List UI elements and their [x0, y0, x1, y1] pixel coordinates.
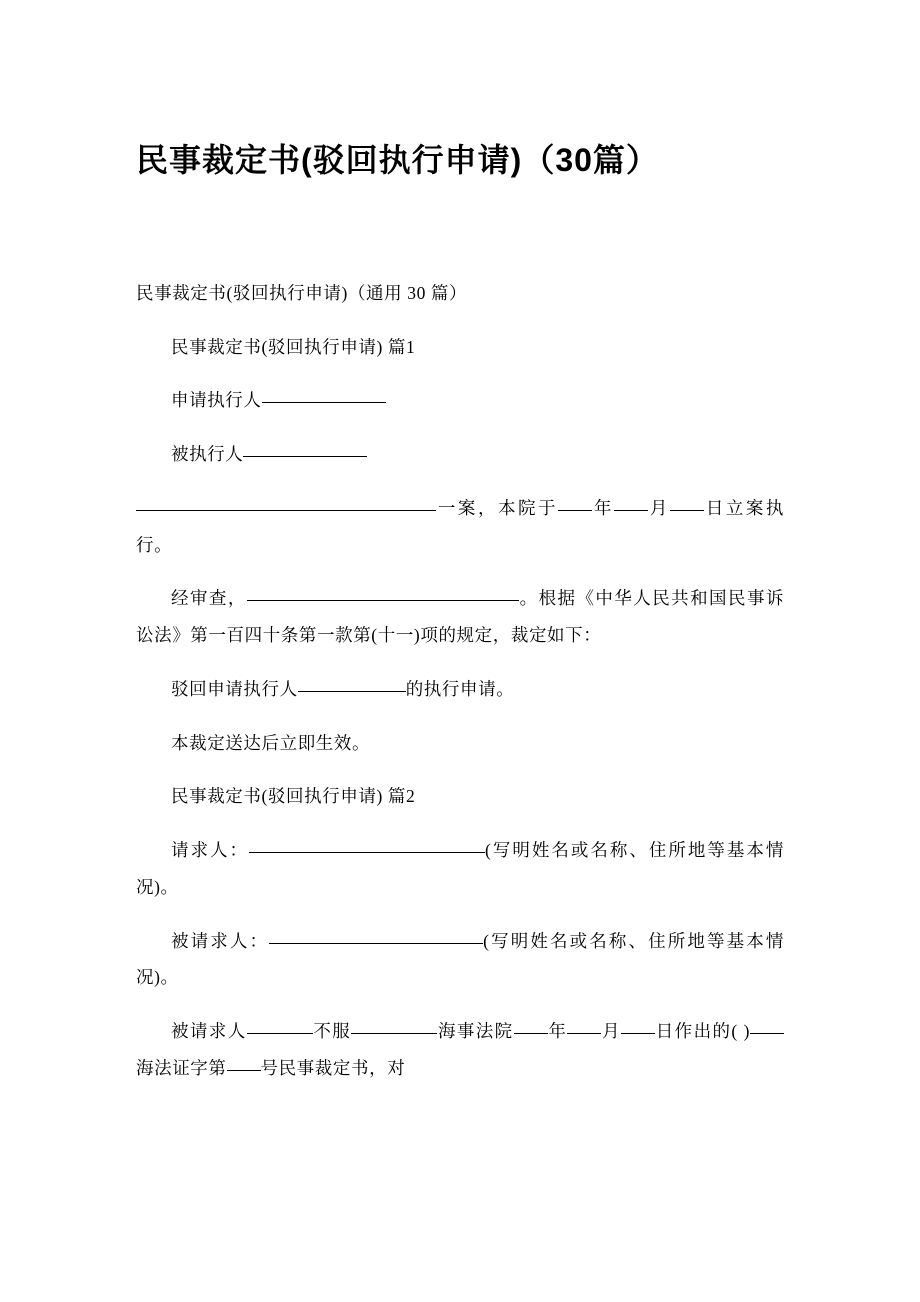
review-prefix: 经审查， [171, 588, 247, 609]
blank-field [621, 1033, 655, 1034]
paragraph-review [136, 580, 784, 654]
page-title: 民事裁定书(驳回执行申请)（30篇） [136, 142, 659, 178]
section-heading-2: 民事裁定书(驳回执行申请) 篇2 [171, 786, 416, 807]
paragraph-applicant-label: 申请执行人 [171, 390, 262, 411]
appeal-year: 年 [547, 1021, 568, 1042]
paragraph-applicant [136, 382, 784, 419]
blank-field [514, 1033, 548, 1034]
blank-field [247, 600, 519, 601]
appeal-month: 月 [601, 1021, 621, 1042]
case-filing-day: 日立案执行。 [136, 497, 784, 555]
document-subtitle: 民事裁定书(驳回执行申请)（通用 30 篇） [136, 282, 468, 303]
case-filing-year: 年 [592, 497, 614, 518]
appeal-label: 被请求人 [171, 1021, 247, 1042]
blank-field [227, 1070, 261, 1071]
case-filing-text: 一案，本院于 [436, 497, 559, 518]
blank-field [249, 852, 485, 853]
requester-label: 请求人： [171, 840, 250, 861]
blank-field [247, 1033, 313, 1034]
paragraph-dismissal [136, 671, 784, 708]
paragraph-effective: 本裁定送达后立即生效。 [171, 732, 371, 753]
blank-field [243, 456, 367, 457]
blank-field [262, 402, 386, 403]
case-filing-month: 月 [647, 497, 670, 518]
review-suffix: 。根据《中华人民共和国民事诉讼法》第一百四十条第一款第(十一)项的规定，裁定如下： [136, 588, 784, 646]
paragraph-case-filing [136, 490, 784, 564]
paragraph-respondent-label: 被执行人 [171, 444, 244, 465]
appeal-day: 日作出的( ) [654, 1021, 750, 1042]
blank-field [558, 510, 592, 511]
blank-field [136, 510, 436, 511]
paragraph-appeal [136, 1013, 784, 1087]
dismissal-prefix: 驳回申请执行人 [171, 678, 298, 699]
document-body [136, 275, 784, 1087]
paragraph-respondent [136, 436, 784, 473]
blank-field [670, 510, 704, 511]
blank-field [351, 1033, 437, 1034]
dismissal-suffix: 的执行申请。 [405, 678, 515, 699]
requested-party-note: (写明姓名或名称、住所地等基本情况)。 [136, 930, 784, 988]
appeal-doc-no-suffix: 号民事裁定书，对 [260, 1057, 406, 1078]
appeal-doc-no-label: 海法证字第 [136, 1057, 227, 1078]
paragraph-requester [136, 832, 784, 906]
blank-field [298, 691, 406, 692]
blank-field [269, 943, 483, 944]
blank-field [750, 1033, 784, 1034]
appeal-a: 不服 [312, 1021, 352, 1042]
paragraph-requested-party [136, 923, 784, 997]
blank-field [567, 1033, 601, 1034]
requester-note: (写明姓名或名称、住所地等基本情况)。 [136, 840, 784, 897]
requested-party-label: 被请求人： [171, 930, 270, 951]
appeal-court: 海事法院 [437, 1021, 514, 1042]
blank-field [614, 510, 648, 511]
section-heading-1: 民事裁定书(驳回执行申请) 篇1 [171, 336, 416, 357]
